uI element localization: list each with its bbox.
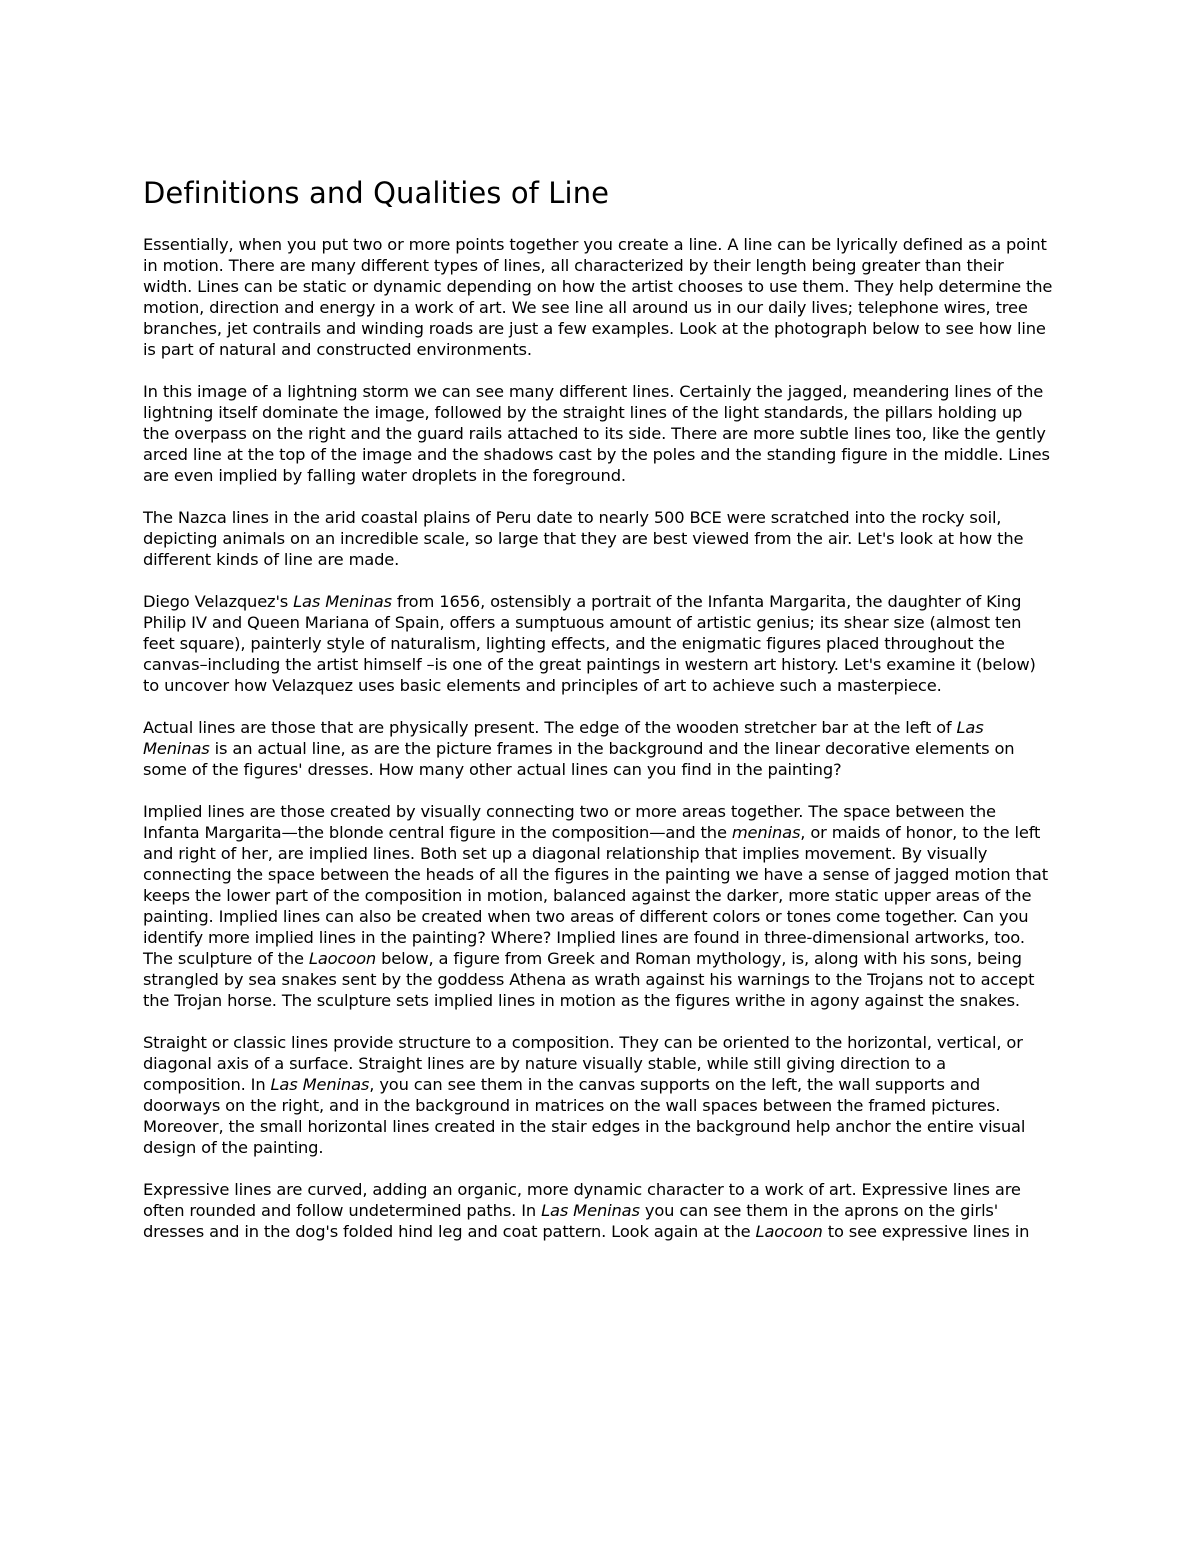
paragraph-las-meninas: [143, 591, 1053, 696]
paragraph-straight-lines: [143, 1032, 1053, 1158]
italic-title-las-meninas: Las Meninas: [143, 718, 984, 758]
italic-title-las-meninas: Las Meninas: [293, 592, 392, 611]
text-run: The Nazca lines in the arid coastal plains of Peru date to nearly 500 BCE were scratched into the rocky soil, depicting animals on an incredible scale, so large that they are best viewed from the air. Let's look at how the different kinds of line are made.: [143, 508, 1024, 569]
text-run: Implied lines are those created by visually connecting two or more areas together. The space between the Infanta Margarita—the blonde central figure in the composition—and the: [143, 802, 996, 842]
text-run: Diego Velazquez's: [143, 592, 294, 611]
text-run: , or maids of honor, to the left and right of her, are implied lines. Both set up a diagonal relationship that implies movement. By visually connecting the space between the heads of all the figures in the painting we have a sense of jagged motion that keeps the lower part of the composition in motion, balanced against the darker, more static upper areas of the painting. Implied lines can also be created when two areas of different colors or tones come together. Can you identify more implied lines in the painting? Where? Implied lines are found in three-dimensional artworks, too. The sculpture of the: [143, 823, 1048, 968]
text-run: is an actual line, as are the picture frames in the background and the linear decorative elements on some of the figures' dresses. How many other actual lines can you find in the painting?: [143, 739, 1015, 779]
document-title: Definitions and Qualities of Line: [143, 176, 610, 210]
text-run: Expressive lines are curved, adding an organic, more dynamic character to a work of art. Expressive lines are often rounded and follow undetermined paths. In: [143, 1180, 1021, 1220]
paragraph-implied-lines: [143, 801, 1053, 1011]
paragraph-lightning-storm: [143, 381, 1053, 486]
italic-title-las-meninas: Las Meninas: [270, 1075, 370, 1094]
text-run: , you can see them in the canvas supports on the left, the wall supports and doorways on the right, and in the background in matrices on the wall spaces between the framed pictures. Moreover, the small horizontal lines created in the stair edges in the background help anchor the entire visual design of the painting.: [143, 1075, 1026, 1157]
text-run: from 1656, ostensibly a portrait of the Infanta Margarita, the daughter of King Philip IV and Queen Mariana of Spain, offers a sumptuous amount of artistic genius; its shear size (almost ten feet square), painterly style of naturalism, lighting effects, and the enigmatic figures placed throughout the canvas–including the artist himself –is one of the great paintings in western art history. Let's examine it (below) to uncover how Velazquez uses basic elements and principles of art to achieve such a masterpiece.: [143, 592, 1036, 695]
paragraph-line-definition: [143, 234, 1053, 360]
paragraph-actual-lines: [143, 717, 1053, 780]
text-run: to see expressive lines in: [822, 1222, 1030, 1241]
text-run: below, a figure from Greek and Roman mythology, is, along with his sons, being strangled by sea snakes sent by the goddess Athena as wrath against his warnings to the Trojans not to accept the Trojan horse. The sculpture sets implied lines in motion as the figures writhe in agony against the snakes.: [143, 949, 1035, 1010]
text-run: Essentially, when you put two or more points together you create a line. A line can be lyrically defined as a point in motion. There are many different types of lines, all characterized by their length being greater than their width. Lines can be static or dynamic depending on how the artist chooses to use them. They help determine the motion, direction and energy in a work of art. We see line all around us in our daily lives; telephone wires, tree branches, jet contrails and winding roads are just a few examples. Look at the photograph below to see how line is part of natural and constructed environments.: [143, 235, 1053, 359]
italic-title-laocoon: Laocoon: [755, 1222, 823, 1241]
paragraph-expressive-lines: [143, 1179, 1053, 1242]
text-run: Straight or classic lines provide structure to a composition. They can be oriented to the horizontal, vertical, or diagonal axis of a surface. Straight lines are by nature visually stable, while still giving direction to a composition. In: [143, 1033, 1023, 1094]
paragraph-nazca-lines: [143, 507, 1053, 570]
italic-title-las-meninas: Las Meninas: [541, 1201, 640, 1220]
text-run: In this image of a lightning storm we can see many different lines. Certainly the jagged, meandering lines of the lightning itself dominate the image, followed by the straight lines of the light standards, the pillars holding up the overpass on the right and the guard rails attached to its side. There are more subtle lines too, like the gently arced line at the top of the image and the shadows cast by the poles and the standing figure in the middle. Lines are even implied by falling water droplets in the foreground.: [143, 382, 1050, 485]
text-run: you can see them in the aprons on the girls' dresses and in the dog's folded hind leg and coat pattern. Look again at the: [143, 1201, 999, 1241]
italic-title-laocoon: Laocoon: [308, 949, 377, 968]
italic-term-meninas: meninas: [731, 823, 801, 842]
text-run: Actual lines are those that are physically present. The edge of the wooden stretcher bar at the left of: [143, 718, 957, 737]
document-body: [143, 174, 1053, 1263]
